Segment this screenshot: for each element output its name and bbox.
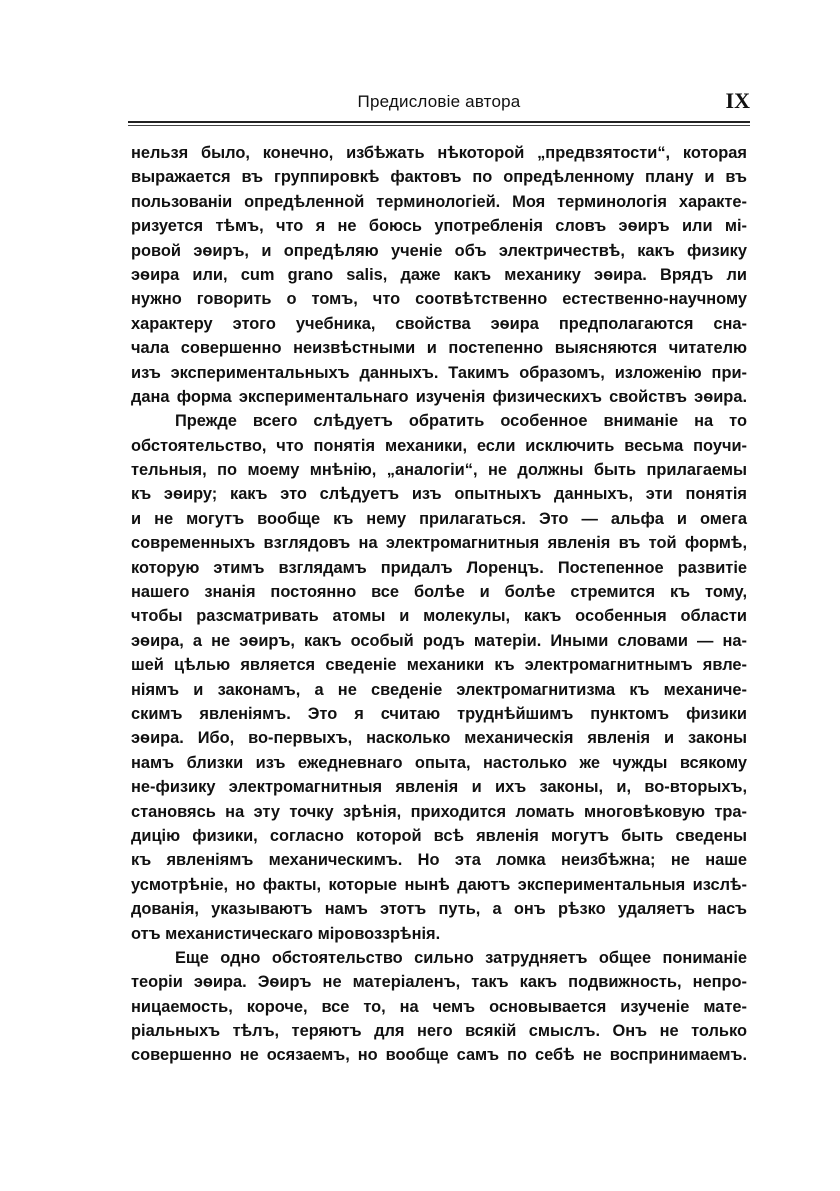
text-line: и не могутъ вообще къ нему прилагаться. Это — альфа и омега: [131, 509, 747, 528]
text-line: совершенно не осязаемъ, но вообще самъ по себѣ не воспринимаемъ.: [131, 1046, 747, 1065]
text-line: нашего знанія постоянно все болѣе и болѣе стремится къ тому,: [131, 583, 747, 602]
text-line: которую этимъ взглядамъ придалъ Лоренцъ. Постепенное развитіе: [131, 558, 747, 577]
body-text: [131, 141, 747, 1068]
text-line: ризуется тѣмъ, что я не боюсь употребленія словъ эѳиръ или мі-: [131, 217, 747, 236]
header-rule-thick: [128, 121, 750, 123]
text-line: усмотрѣніе, но факты, которые нынѣ даютъ экспериментальныя изслѣ-: [131, 875, 747, 894]
text-line: теоріи эѳира. Эѳиръ не матеріаленъ, такъ какъ подвижность, непро-: [131, 973, 747, 992]
header-rule-thin: [128, 125, 750, 126]
text-line: ровой эѳиръ, и опредѣляю ученіе объ электричествѣ, какъ физику: [131, 241, 747, 260]
text-line: Прежде всего слѣдуетъ обратить особенное вниманіе на то: [175, 412, 747, 431]
text-line: не-физику электромагнитныя явленія и ихъ законы, и, во-вторыхъ,: [131, 778, 747, 797]
text-line: чтобы разсматривать атомы и молекулы, какъ особенныя области: [131, 607, 747, 626]
paragraph-1: [131, 141, 747, 409]
text-line: отъ механистическаго міровоззрѣнія.: [131, 924, 441, 943]
text-line: шей цѣлью является сведеніе механики къ электромагнитнымъ явле-: [131, 656, 747, 675]
text-line: дованія, указываютъ намъ этотъ путь, а онъ рѣзко удаляетъ насъ: [131, 900, 747, 919]
text-line: характеру этого учебника, свойства эѳира предполагаются сна-: [131, 314, 747, 333]
text-line: ніямъ и законамъ, а не сведеніе электромагнитизма къ механиче-: [131, 680, 747, 699]
text-line: чала совершенно неизвѣстными и постепенно выясняются читателю: [131, 339, 747, 358]
text-line: ріальныхъ тѣлъ, теряютъ для него всякій смыслъ. Онъ не только: [131, 1022, 747, 1041]
text-line: нельзя было, конечно, избѣжать нѣкоторой „предвзятости“, которая: [131, 144, 747, 162]
text-line: дицію физики, согласно которой всѣ явленія могутъ быть сведены: [131, 826, 747, 845]
text-line: Еще одно обстоятельство сильно затрудняетъ общее пониманіе: [175, 948, 747, 967]
paragraph-3: [131, 946, 747, 1068]
running-title: Предисловіе автора: [357, 92, 521, 111]
text-line: эѳира, а не эѳиръ, какъ особый родъ матеріи. Иными словами — на-: [131, 631, 747, 650]
text-line: современныхъ взглядовъ на электромагнитныя явленія въ той формѣ,: [131, 534, 747, 553]
text-line: выражается въ группировкѣ фактовъ по опредѣленному плану и въ: [131, 168, 747, 187]
text-line: ницаемость, короче, все то, на чемъ основывается изученіе мате-: [131, 997, 747, 1016]
text-line: дана форма экспериментальнаго изученія физическихъ свойствъ эѳира.: [131, 387, 747, 406]
text-line: намъ близки изъ ежедневнаго опыта, настолько же чужды всякому: [131, 753, 747, 772]
text-line: обстоятельство, что понятія механики, если исключить весьма поучи-: [131, 436, 747, 455]
text-line: изъ экспериментальныхъ данныхъ. Такимъ образомъ, изложенію при-: [131, 363, 747, 382]
text-line: эѳира. Ибо, во-первыхъ, насколько механическія явленія и законы: [131, 729, 747, 748]
text-line: нужно говорить о томъ, что соотвѣтственно естественно-научному: [131, 290, 747, 309]
text-line: тельныя, по моему мнѣнію, „аналогіи“, не должны быть прилагаемы: [131, 461, 747, 480]
text-line: скимъ явленіямъ. Это я считаю труднѣйшимъ пунктомъ физики: [131, 704, 747, 723]
text-line: пользованіи опредѣленной терминологіей. Моя терминологія характе-: [131, 192, 747, 211]
page-number: IX: [725, 88, 750, 113]
text-line: становясь на эту точку зрѣнія, приходится ломать многовѣковую тра-: [131, 802, 747, 821]
text-line: эѳира или, cum grano salis, даже какъ механику эѳира. Врядъ ли: [131, 265, 747, 284]
page-header: [128, 88, 750, 118]
paragraph-2: [131, 409, 747, 946]
text-line: къ явленіямъ механическимъ. Но эта ломка неизбѣжна; не наше: [131, 851, 747, 870]
text-line: къ эѳиру; какъ это слѣдуетъ изъ опытныхъ данныхъ, эти понятія: [131, 485, 747, 504]
